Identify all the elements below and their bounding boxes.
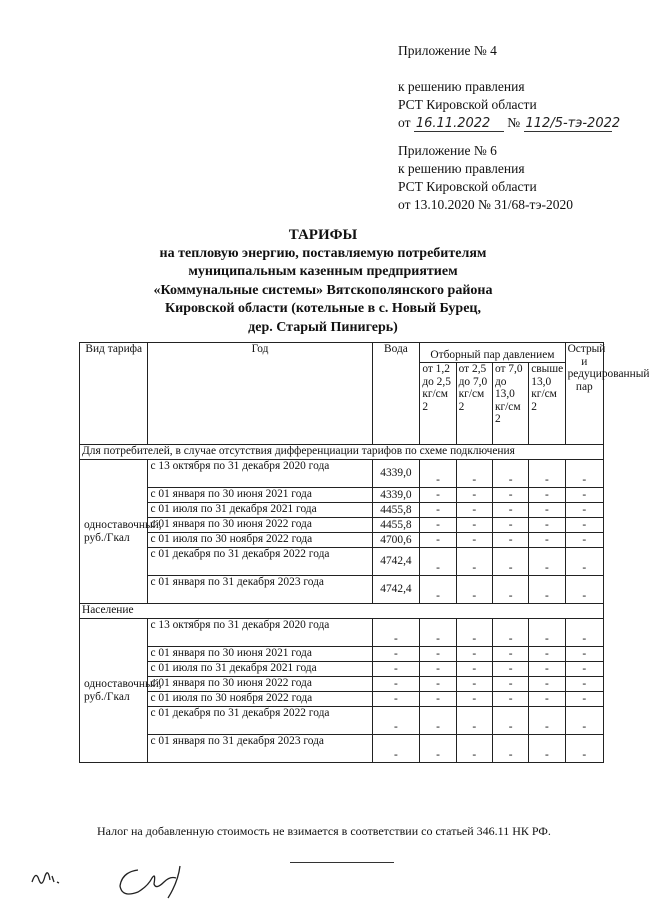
title-line: «Коммунальные системы» Вятскополянского района [153, 282, 493, 298]
decision-block [398, 78, 621, 132]
dash-cell: - [529, 533, 565, 548]
dash-cell: - [529, 518, 565, 533]
dash-cell: - [492, 619, 528, 647]
dash-cell: - [456, 692, 492, 707]
period-cell: с 01 января по 31 декабря 2023 года [148, 576, 372, 604]
period-cell: с 13 октября по 31 декабря 2020 года [148, 619, 372, 647]
water-value: - [372, 677, 420, 692]
dash-cell: - [492, 503, 528, 518]
water-value: - [372, 735, 420, 763]
signature-image [30, 852, 230, 902]
water-value: 4742,4 [372, 576, 420, 604]
dash-cell: - [492, 460, 528, 488]
dash-cell: - [420, 647, 456, 662]
dash-cell: - [420, 518, 456, 533]
water-value: - [372, 692, 420, 707]
dash-cell: - [492, 576, 528, 604]
col-header-pressure-4: свыше 13,0 кг/см 2 [529, 363, 565, 445]
dash-cell: - [529, 576, 565, 604]
dash-cell: - [565, 548, 603, 576]
dash-cell: - [420, 548, 456, 576]
dash-cell: - [565, 662, 603, 677]
document-header [398, 42, 497, 60]
dash-cell: - [565, 533, 603, 548]
appendix2-label: Приложение № 6 [398, 143, 497, 158]
dash-cell: - [529, 707, 565, 735]
dash-cell: - [529, 460, 565, 488]
dash-cell: - [456, 576, 492, 604]
dash-cell: - [420, 533, 456, 548]
dash-cell: - [492, 707, 528, 735]
water-value: 4339,0 [372, 460, 420, 488]
dash-cell: - [456, 460, 492, 488]
dash-cell: - [420, 662, 456, 677]
period-cell: с 01 января по 30 июня 2021 года [148, 488, 372, 503]
dash-cell: - [529, 619, 565, 647]
dash-cell: - [456, 662, 492, 677]
dash-cell: - [420, 576, 456, 604]
dash-cell: - [529, 548, 565, 576]
dash-cell: - [492, 488, 528, 503]
dash-cell: - [565, 619, 603, 647]
signature-line [290, 862, 394, 863]
dash-cell: - [420, 460, 456, 488]
ot-label: от [398, 115, 411, 130]
dash-cell: - [492, 662, 528, 677]
period-cell: с 01 января по 31 декабря 2023 года [148, 735, 372, 763]
dash-cell: - [456, 735, 492, 763]
water-value: - [372, 619, 420, 647]
dash-cell: - [565, 488, 603, 503]
appendix-label: Приложение № 4 [398, 43, 497, 58]
period-cell: с 01 января по 30 июня 2021 года [148, 647, 372, 662]
dash-cell: - [420, 707, 456, 735]
dash-cell: - [529, 488, 565, 503]
dash-cell: - [492, 677, 528, 692]
dash-cell: - [565, 692, 603, 707]
dash-cell: - [456, 619, 492, 647]
period-cell: с 01 января по 30 июня 2022 года [148, 677, 372, 692]
col-header-sharp-steam: Острый и редуцированный пар [565, 343, 603, 445]
dash-cell: - [529, 692, 565, 707]
period-cell: с 01 июля по 30 ноября 2022 года [148, 533, 372, 548]
dash-cell: - [456, 488, 492, 503]
dash-cell: - [492, 647, 528, 662]
col-header-steam: Отборный пар давлением [420, 343, 565, 363]
period-cell: с 01 января по 30 июня 2022 года [148, 518, 372, 533]
section-row: Население [80, 604, 604, 619]
period-cell: с 01 декабря по 31 декабря 2022 года [148, 548, 372, 576]
water-value: - [372, 707, 420, 735]
dash-cell: - [529, 503, 565, 518]
dash-cell: - [420, 677, 456, 692]
dash-cell: - [565, 503, 603, 518]
decision-date-line [398, 114, 621, 132]
dash-cell: - [456, 647, 492, 662]
dash-cell: - [456, 677, 492, 692]
period-cell: с 13 октября по 31 декабря 2020 года [148, 460, 372, 488]
dash-cell: - [565, 518, 603, 533]
dash-cell: - [529, 735, 565, 763]
title-line: на тепловую энергию, поставляемую потребителям [159, 245, 487, 261]
dash-cell: - [565, 647, 603, 662]
decision-line: от 13.10.2020 № 31/68-тэ-2020 [398, 197, 573, 212]
dash-cell: - [565, 576, 603, 604]
period-cell: с 01 июля по 30 ноября 2022 года [148, 692, 372, 707]
dash-cell: - [492, 533, 528, 548]
dash-cell: - [565, 677, 603, 692]
col-header-year: Год [148, 343, 372, 445]
water-value: 4742,4 [372, 548, 420, 576]
dash-cell: - [420, 503, 456, 518]
title-line: ТАРИФЫ [288, 227, 358, 243]
col-header-pressure-1: от 1,2 до 2,5 кг/см 2 [420, 363, 456, 445]
dash-cell: - [456, 533, 492, 548]
title-line: дер. Старый Пинигерь) [248, 319, 398, 335]
decision-line: РСТ Кировской области [398, 179, 537, 194]
period-cell: с 01 июля по 31 декабря 2021 года [148, 503, 372, 518]
number-sign: № [507, 115, 521, 130]
dash-cell: - [529, 677, 565, 692]
dash-cell: - [456, 707, 492, 735]
dash-cell: - [492, 735, 528, 763]
title-line: муниципальным казенным предприятием [188, 264, 458, 280]
period-cell: с 01 декабря по 31 декабря 2022 года [148, 707, 372, 735]
dash-cell: - [565, 460, 603, 488]
dash-cell: - [529, 662, 565, 677]
dash-cell: - [492, 518, 528, 533]
tariff-type-cell: одноставочный, руб./Гкал [80, 460, 148, 604]
water-value: 4700,6 [372, 533, 420, 548]
dash-cell: - [420, 735, 456, 763]
dash-cell: - [420, 488, 456, 503]
dash-cell: - [420, 692, 456, 707]
water-value: 4455,8 [372, 518, 420, 533]
dash-cell: - [420, 619, 456, 647]
dash-cell: - [456, 518, 492, 533]
dash-cell: - [565, 735, 603, 763]
decision-line: РСТ Кировской области [398, 97, 537, 112]
dash-cell: - [456, 503, 492, 518]
col-header-water: Вода [372, 343, 420, 445]
title-line: Кировской области (котельные в с. Новый Бурец, [165, 301, 481, 317]
col-header-type: Вид тарифа [80, 343, 148, 445]
water-value: 4339,0 [372, 488, 420, 503]
section-row: Для потребителей, в случае отсутствия дифференциации тарифов по схеме подключения [80, 445, 604, 460]
dash-cell: - [492, 548, 528, 576]
dash-cell: - [565, 707, 603, 735]
water-value: - [372, 647, 420, 662]
period-cell: с 01 июля по 31 декабря 2021 года [148, 662, 372, 677]
dash-cell: - [529, 647, 565, 662]
previous-decision-block [398, 142, 573, 214]
dash-cell: - [456, 548, 492, 576]
handwritten-number: 112/5-тэ-2022 [525, 116, 621, 131]
document-title [100, 226, 546, 338]
dash-cell: - [492, 692, 528, 707]
tariff-type-cell: одноставочный, руб./Гкал [80, 619, 148, 763]
vat-note: Налог на добавленную стоимость не взимается в соответствии со статьей 346.11 НК РФ. [97, 824, 551, 838]
handwritten-date: 16.11.2022 [414, 117, 504, 132]
col-header-pressure-3: от 7,0 до 13,0 кг/см 2 [492, 363, 528, 445]
tariff-table [79, 342, 649, 763]
decision-line: к решению правления [398, 161, 525, 176]
col-header-pressure-2: от 2,5 до 7,0 кг/см 2 [456, 363, 492, 445]
water-value: - [372, 662, 420, 677]
water-value: 4455,8 [372, 503, 420, 518]
decision-line: к решению правления [398, 79, 525, 94]
